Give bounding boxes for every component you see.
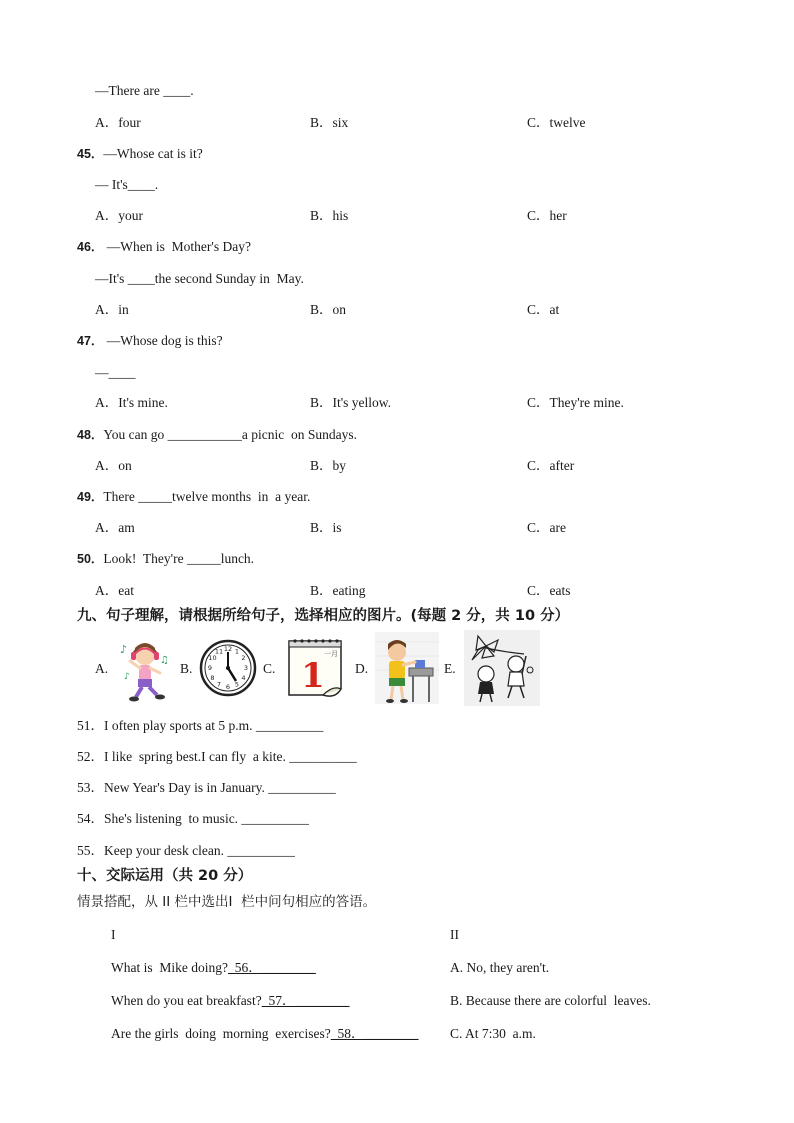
q44-option-b[interactable]: B．six [310,115,349,130]
girl-listening-music-picture [114,633,176,703]
picture-label-d: D. [355,661,369,676]
q49-number: 49． [77,490,104,504]
q47-stem: —Whose dog is this? [103,333,223,348]
svg-text:6: 6 [225,683,231,691]
q50-stem: Look! They're _____lunch. [103,551,255,566]
children-flying-kite-picture [464,630,540,706]
q49-option-a[interactable]: A．am [95,520,135,535]
q50-option-a[interactable]: A．eat [95,583,134,598]
svg-text:2: 2 [241,654,246,662]
svg-text:9: 9 [207,664,213,672]
match-question-57: When do you eat breakfast? [111,993,262,1008]
q49-question [77,489,310,505]
q48-option-b[interactable]: B．by [310,458,347,473]
section9-title: 九、句子理解，请根据所给句子，选择相应的图片。(每题 2 分，共 10 分） [77,608,570,624]
q46-number: 46． [77,240,104,254]
q49-stem: There _____twelve months in a year. [103,489,311,504]
section9-item-54: 54．She's listening to music. __________ [77,811,309,826]
svg-text:4: 4 [241,674,246,682]
q46-option-a[interactable]: A．in [95,302,129,317]
svg-text:♫: ♫ [160,655,169,666]
q50-number: 50． [77,552,104,566]
clock-picture [199,639,257,697]
q50-option-c[interactable]: C．eats [527,583,571,598]
section10-title: 十、交际运用（共 20 分） [77,868,253,884]
svg-text:♪: ♪ [120,643,128,656]
q48-question [77,427,357,443]
svg-text:12: 12 [223,645,233,653]
q49-option-b[interactable]: B．is [310,520,342,535]
calendar-digit: 1 [301,656,325,696]
q47-number: 47． [77,334,104,348]
q48-option-a[interactable]: A．on [95,458,132,473]
q45-number: 45． [77,147,104,161]
q48-number: 48． [77,428,104,442]
q49-option-c[interactable]: C．are [527,520,566,535]
section9-item-53: 53．New Year's Day is in January. __________ [77,780,336,795]
column-ii-header: II [450,927,459,942]
calendar-picture [283,633,349,703]
q46-option-b[interactable]: B．on [310,302,347,317]
section9-item-55: 55．Keep your desk clean. __________ [77,843,295,858]
q47-question [77,333,223,349]
q48-option-c[interactable]: C．after [527,458,575,473]
q47-stem2: —____ [95,365,136,380]
picture-label-c: C. [263,661,276,676]
answer-blank-57[interactable]: 57．________ [261,993,350,1008]
child-cleaning-desk-picture [375,632,439,704]
svg-text:♪: ♪ [124,672,130,682]
column-i-header: I [111,927,116,942]
section9-item-52: 52．I like spring best.I can fly a kite. __________ [77,749,357,764]
svg-text:3: 3 [243,664,249,672]
calendar-month-label: 一月 [324,650,338,658]
picture-label-e: E. [444,661,456,676]
q44-stem: —There are ____. [95,83,194,98]
answer-blank-56[interactable]: 56．________ [227,960,316,975]
q45-stem2: — It's____. [95,177,159,192]
match-answer-b: B. Because there are colorful leaves. [450,993,651,1008]
picture-label-b: B. [180,661,193,676]
match-answer-a: A. No, they aren't. [450,960,550,975]
q46-stem2: —It's ____the second Sunday in May. [95,271,304,286]
q45-option-c[interactable]: C．her [527,208,567,223]
q48-stem: You can go ___________a picnic on Sundays. [103,427,358,442]
answer-blank-58[interactable]: 58．________ [330,1026,419,1041]
q50-question [77,551,254,567]
match-question-58: Are the girls doing morning exercises? [111,1026,331,1041]
q45-question [77,146,203,162]
svg-text:11: 11 [214,647,224,656]
match-row-58 [111,1026,418,1042]
svg-text:10: 10 [208,654,217,662]
q47-option-c[interactable]: C．They're mine. [527,395,624,410]
svg-text:5: 5 [234,680,240,689]
match-answer-c: C. At 7:30 a.m. [450,1026,536,1041]
q44-option-c[interactable]: C．twelve [527,115,586,130]
svg-text:8: 8 [210,674,215,682]
svg-text:7: 7 [216,680,222,689]
q45-option-b[interactable]: B．his [310,208,349,223]
q50-option-b[interactable]: B．eating [310,583,366,598]
section10-instruction: 情景搭配，从 II 栏中选出I 栏中问句相应的答语。 [77,894,377,910]
svg-text:1: 1 [234,647,240,656]
q47-option-b[interactable]: B．It's yellow. [310,395,392,410]
section9-item-51: 51．I often play sports at 5 p.m. __________ [77,718,324,733]
q46-option-c[interactable]: C．at [527,302,560,317]
match-question-56: What is Mike doing? [111,960,228,975]
q46-stem: —When is Mother's Day? [103,239,251,254]
q45-stem: —Whose cat is it? [103,146,203,161]
q44-option-a[interactable]: A．four [95,115,141,130]
picture-label-a: A. [95,661,109,676]
match-row-57 [111,993,349,1009]
q45-option-a[interactable]: A．your [95,208,143,223]
q47-option-a[interactable]: A．It's mine. [95,395,168,410]
q46-question [77,239,251,255]
match-row-56 [111,960,316,976]
